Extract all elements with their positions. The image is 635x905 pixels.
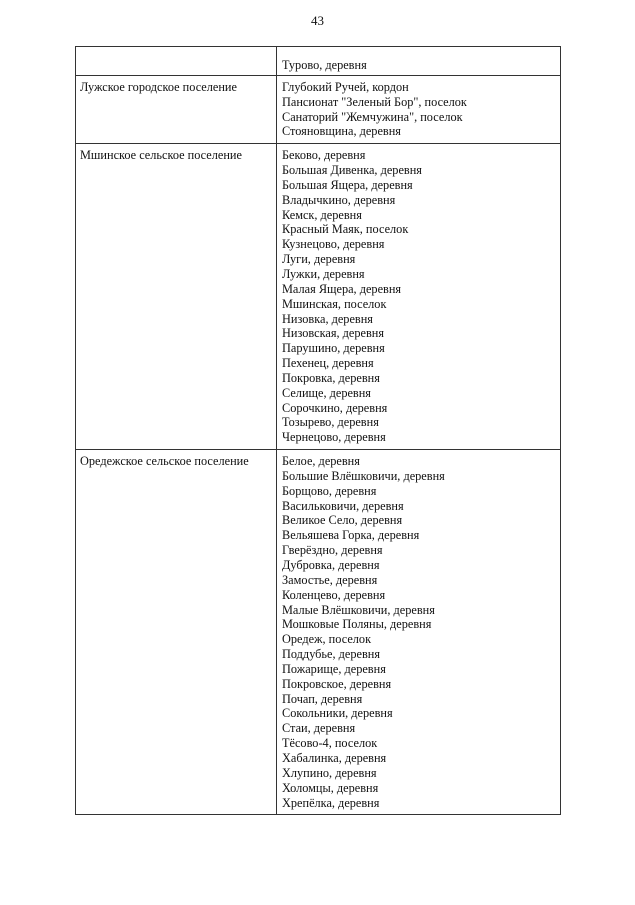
list-item: Сорочкино, деревня [282, 400, 388, 415]
municipality-cell: Мшинское сельское поселение [76, 144, 277, 450]
list-item: Стаи, деревня [282, 721, 356, 736]
list-item: Хрепёлка, деревня [282, 795, 380, 810]
list-item: Турово, деревня [282, 58, 367, 72]
list-item: Коленцево, деревня [282, 587, 386, 602]
list-item: Стояновщина, деревня [282, 124, 401, 139]
table-row [76, 450, 561, 815]
list-item: Низовская, деревня [282, 326, 385, 341]
list-item: Глубокий Ручей, кордон [282, 79, 409, 94]
list-item: Большая Ящера, деревня [282, 177, 413, 192]
list-item: Малая Ящера, деревня [282, 281, 402, 296]
list-item: Великое Село, деревня [282, 513, 403, 528]
list-item: Мшинская, поселок [282, 296, 387, 311]
list-item: Вельяшева Горка, деревня [282, 528, 420, 543]
list-item: Борщово, деревня [282, 483, 377, 498]
places-cell [277, 47, 561, 76]
list-item: Большие Влёшковичи, деревня [282, 468, 445, 483]
list-item: Оредеж, поселок [282, 632, 372, 647]
table-row [76, 75, 561, 143]
list-item: Поддубье, деревня [282, 647, 381, 662]
list-item: Белое, деревня [282, 454, 360, 469]
list-item: Тёсово-4, поселок [282, 736, 378, 751]
list-item: Селище, деревня [282, 385, 371, 400]
list-item: Чернецово, деревня [282, 430, 386, 445]
list-item: Беково, деревня [282, 148, 366, 163]
list-item: Лужки, деревня [282, 266, 365, 281]
list-item: Кемск, деревня [282, 207, 362, 222]
list-item: Санаторий "Жемчужина", поселок [282, 109, 463, 124]
list-item: Дубровка, деревня [282, 558, 380, 572]
list-item: Красный Маяк, поселок [282, 222, 409, 237]
list-item: Пожарище, деревня [282, 661, 386, 676]
list-item: Почап, деревня [282, 691, 363, 706]
list-item: Васильковичи, деревня [282, 498, 404, 513]
list-item: Сокольники, деревня [282, 706, 393, 721]
list-item: Замостье, деревня [282, 572, 378, 587]
list-item: Мошковые Поляны, деревня [282, 617, 432, 632]
list-item: Низовка, деревня [282, 311, 373, 326]
list-item: Кузнецово, деревня [282, 237, 385, 252]
list-item: Покровское, деревня [282, 676, 392, 691]
list-item: Пехенец, деревня [282, 356, 374, 371]
list-item: Хабалинка, деревня [282, 750, 387, 765]
list-item: Владычкино, деревня [282, 192, 396, 207]
municipality-cell: Оредежское сельское поселение [76, 450, 277, 815]
list-item: Луги, деревня [282, 252, 356, 267]
list-item: Покровка, деревня [282, 370, 380, 385]
list-item: Парушино, деревня [282, 341, 385, 356]
table-row [76, 144, 561, 450]
list-item: Тозырево, деревня [282, 415, 379, 430]
list-item: Холомцы, деревня [282, 780, 379, 795]
list-item: Малые Влёшковичи, деревня [282, 602, 435, 617]
places-cell [277, 450, 561, 815]
settlements-table [75, 46, 561, 815]
list-item: Пансионат "Зеленый Бор", поселок [282, 94, 467, 109]
list-item: Гверёздно, деревня [282, 543, 383, 558]
list-item: Большая Дивенка, деревня [282, 163, 422, 178]
list-item: Хлупино, деревня [282, 765, 377, 780]
table-row [76, 47, 561, 76]
page-number: 43 [311, 13, 324, 28]
municipality-cell [76, 47, 277, 76]
places-cell [277, 144, 561, 450]
places-cell [277, 75, 561, 143]
municipality-cell: Лужское городское поселение [76, 75, 277, 143]
